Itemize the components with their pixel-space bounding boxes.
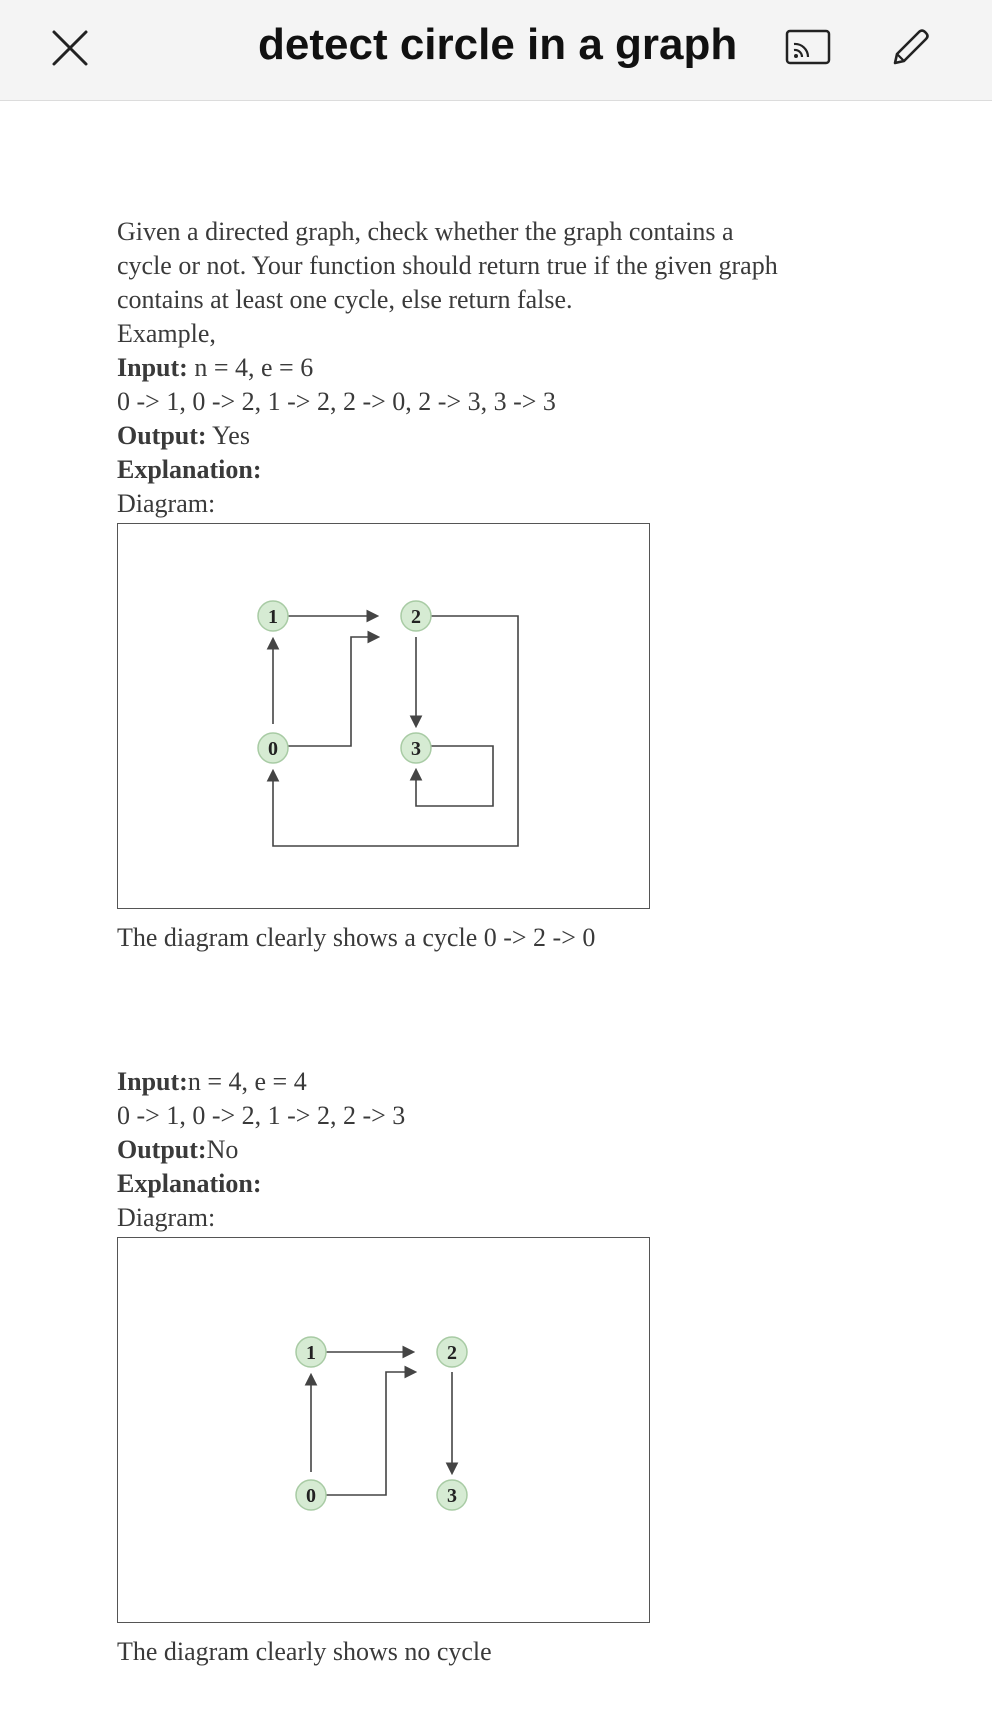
node-label: 0 (268, 738, 278, 760)
example1-conclusion: The diagram clearly shows a cycle 0 -> 2 -> 0 (117, 923, 596, 952)
edge-2-0 (273, 616, 518, 846)
example1-input (117, 351, 897, 385)
input-label: Input: (117, 1067, 188, 1096)
close-button[interactable] (40, 18, 100, 78)
edit-button[interactable] (880, 18, 940, 78)
node-label: 1 (306, 1342, 316, 1364)
description-line: Given a directed graph, check whether the graph contains a (117, 217, 734, 246)
example-label: Example, (117, 319, 216, 348)
graph-node (437, 1337, 467, 1367)
output-label: Output: (117, 1135, 207, 1164)
example2-edges: 0 -> 1, 0 -> 2, 1 -> 2, 2 -> 3 (117, 1101, 406, 1130)
edge-0-2 (288, 637, 377, 746)
output-value: Yes (206, 421, 250, 450)
page-title: detect circle in a graph (258, 20, 738, 69)
graph-node (401, 601, 431, 631)
output-label: Output: (117, 421, 207, 450)
graph-node (296, 1337, 326, 1367)
node-label: 3 (447, 1485, 457, 1507)
node-label: 0 (306, 1485, 316, 1507)
graph-node (296, 1480, 326, 1510)
node-label: 2 (411, 606, 421, 628)
example1-output (117, 419, 897, 453)
top-bar (0, 0, 992, 101)
input-value: n = 4, e = 4 (187, 1067, 307, 1096)
example1-edges: 0 -> 1, 0 -> 2, 1 -> 2, 2 -> 0, 2 -> 3, 3 -> 3 (117, 387, 556, 416)
node-label: 2 (447, 1342, 457, 1364)
graph-node (258, 601, 288, 631)
example1-diagram-label: Diagram: (117, 489, 216, 518)
pencil-icon (887, 25, 933, 71)
example1-explanation-label: Explanation: (117, 455, 262, 484)
output-value: No (206, 1135, 239, 1164)
graph-node (401, 733, 431, 763)
example2-conclusion: The diagram clearly shows no cycle (117, 1637, 492, 1666)
example2-output (117, 1133, 897, 1167)
problem-content (117, 215, 897, 1669)
cast-button[interactable] (778, 22, 838, 72)
example2-diagram-label: Diagram: (117, 1203, 216, 1232)
example2-explanation-label: Explanation: (117, 1169, 262, 1198)
example2-diagram (117, 1237, 650, 1623)
input-value: n = 4, e = 6 (187, 353, 314, 382)
close-icon (48, 26, 92, 70)
graph-node (437, 1480, 467, 1510)
graph-node (258, 733, 288, 763)
example2-input (117, 1065, 897, 1099)
node-label: 3 (411, 738, 421, 760)
cast-icon (784, 28, 832, 66)
example1-diagram (117, 523, 650, 909)
input-label: Input: (117, 353, 188, 382)
description-line: contains at least one cycle, else return false. (117, 285, 573, 314)
description-line: cycle or not. Your function should return true if the given graph (117, 251, 778, 280)
edge-0-2 (326, 1372, 414, 1495)
node-label: 1 (268, 606, 278, 628)
